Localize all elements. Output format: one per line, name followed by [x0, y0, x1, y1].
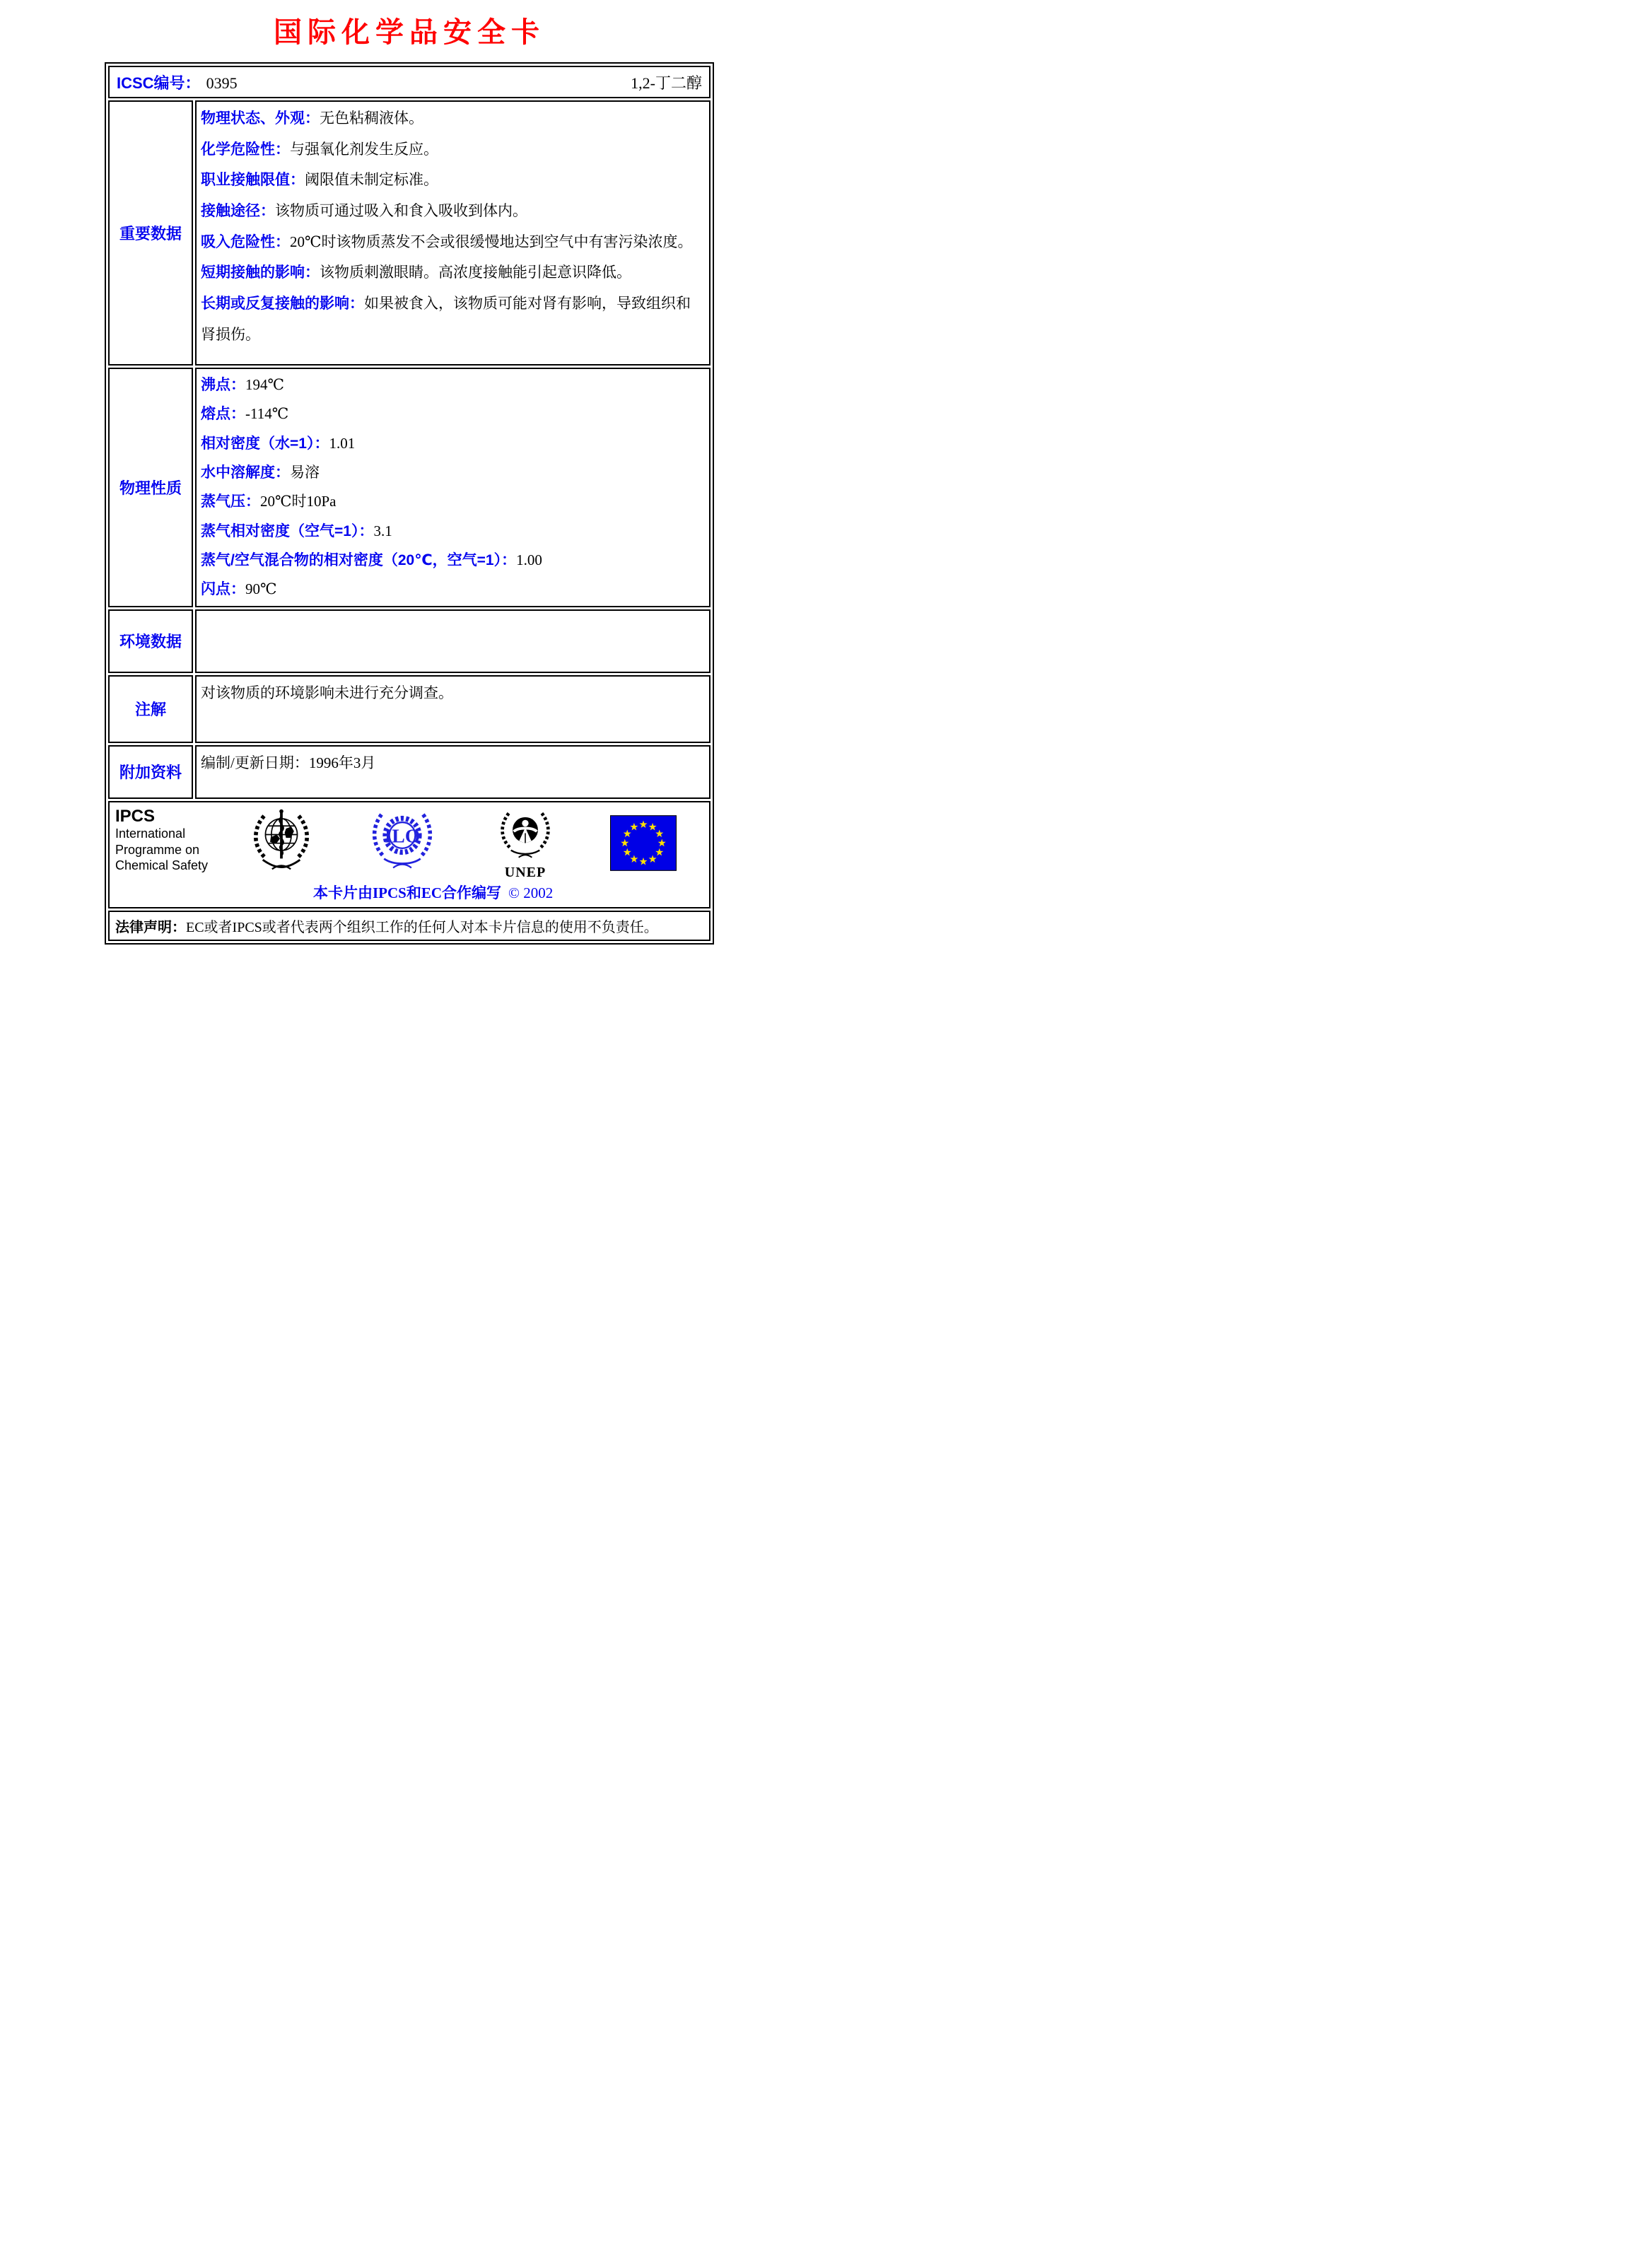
section-label-cell: 注解 — [108, 675, 193, 743]
section-label-cell: 物理性质 — [108, 368, 193, 607]
ipcs-text-block — [115, 807, 235, 874]
ipcs-line: International — [115, 826, 186, 841]
section-row-additional-information — [108, 745, 711, 799]
property-value: 20℃时10Pa — [260, 493, 337, 510]
card-table-body — [108, 66, 711, 941]
property-line — [201, 227, 705, 258]
section-row-environmental-data — [108, 609, 711, 673]
property-line — [201, 458, 705, 487]
property-label: 职业接触限值： — [201, 172, 305, 189]
legal-cell — [108, 911, 711, 941]
section-label-cell: 附加资料 — [108, 745, 193, 799]
property-value: 阈限值未制定标准。 — [305, 171, 438, 189]
property-value: 194℃ — [245, 376, 284, 393]
property-value: 该物质刺激眼睛。高浓度接触能引起意识降低。 — [320, 264, 631, 281]
section-row-physical-properties — [108, 368, 711, 607]
property-value: -114℃ — [245, 405, 289, 423]
section-content-cell — [195, 675, 711, 743]
ilo-monogram: ILO — [384, 824, 421, 847]
property-value: 与强氧化剂发生反应。 — [290, 140, 438, 158]
property-line — [201, 575, 705, 604]
credit-copyright: © 2002 — [508, 884, 554, 901]
document-page — [0, 0, 822, 1134]
property-line — [201, 546, 705, 575]
unep-logo — [493, 807, 558, 879]
credit-prefix: 本卡片由 — [313, 884, 373, 901]
property-line — [201, 399, 705, 428]
property-label: 短期接触的影响： — [201, 264, 320, 281]
icsc-number-label: ICSC编号： — [117, 74, 201, 92]
logos-cell — [108, 801, 711, 908]
chemical-name: 1,2-丁二醇 — [631, 74, 702, 92]
legal-text: EC或者IPCS或者代表两个组织工作的任何人对本卡片信息的使用不负责任。 — [186, 919, 658, 935]
property-label: 沸点： — [201, 377, 245, 393]
property-line — [201, 517, 705, 546]
property-label: 吸入危险性： — [201, 233, 290, 250]
property-value: 1996年3月 — [308, 754, 376, 771]
icsc-number-value: 0395 — [206, 74, 238, 92]
section-row-important-data — [108, 100, 711, 366]
section-content-cell — [195, 609, 711, 673]
credit-org-ec: EC — [421, 884, 443, 901]
property-line — [201, 103, 705, 134]
icsc-number-group — [117, 71, 238, 93]
property-label: 水中溶解度： — [201, 464, 290, 481]
property-label: 蒸气相对密度（空气=1）： — [201, 522, 374, 539]
property-label: 长期或反复接触的影响： — [201, 296, 364, 312]
credit-mid: 和 — [406, 884, 421, 901]
credit-suffix: 合作编写 — [442, 884, 502, 901]
ilo-logo — [370, 807, 435, 872]
section-content-cell — [195, 100, 711, 366]
property-value: 易溶 — [290, 463, 320, 481]
footer-logos-row — [108, 801, 711, 908]
property-value: 1.00 — [516, 551, 542, 568]
icsc-table — [105, 62, 714, 945]
property-value: 3.1 — [373, 522, 392, 539]
property-label: 接触途径： — [201, 203, 275, 220]
property-label: 闪点： — [201, 581, 245, 598]
property-line — [201, 134, 705, 165]
property-label: 编制/更新日期： — [201, 754, 309, 771]
section-content-cell — [195, 745, 711, 799]
property-line — [201, 288, 705, 350]
property-label: 蒸气压： — [201, 493, 260, 510]
property-line — [201, 678, 705, 709]
property-value: 如果被食入，该物质可能对肾有影响，导致组织和肾损伤。 — [201, 295, 691, 343]
property-value: 该物质可通过吸入和食入吸收到体内。 — [275, 202, 527, 220]
property-value: 对该物质的环境影响未进行充分调查。 — [201, 684, 453, 701]
property-line — [201, 257, 705, 288]
ipcs-line: Programme on — [115, 842, 200, 857]
legal-row — [108, 911, 711, 941]
property-line — [201, 429, 705, 458]
property-label: 物理状态、外观： — [201, 110, 320, 127]
credit-org-ipcs: IPCS — [373, 884, 407, 901]
safety-card — [105, 14, 714, 945]
property-label: 化学危险性： — [201, 141, 290, 158]
property-label: 熔点： — [201, 406, 245, 423]
property-line — [201, 196, 705, 227]
who-logo — [248, 807, 315, 873]
logo-strip — [115, 807, 703, 879]
ipcs-line: Chemical Safety — [115, 858, 209, 873]
unep-emblem — [498, 807, 553, 862]
property-value: 无色粘稠液体。 — [320, 110, 423, 127]
section-content-cell — [195, 368, 711, 607]
legal-label: 法律声明： — [115, 919, 186, 935]
property-line — [201, 165, 705, 196]
section-label-cell: 环境数据 — [108, 609, 193, 673]
property-value: 90℃ — [245, 580, 277, 598]
unep-wordmark: UNEP — [504, 864, 546, 880]
section-row-notes — [108, 675, 711, 743]
property-line — [201, 487, 705, 516]
property-value: 1.01 — [329, 434, 356, 452]
eu-flag — [610, 815, 677, 875]
header-row — [108, 66, 711, 98]
property-value: 20℃时该物质蒸发不会或很缓慢地达到空气中有害污染浓度。 — [290, 233, 693, 250]
section-label-cell: 重要数据 — [108, 100, 193, 366]
page-title: 国际化学品安全卡 — [274, 16, 545, 48]
property-line — [201, 370, 705, 399]
ipcs-acronym: IPCS — [115, 806, 156, 826]
property-label: 蒸气/空气混合物的相对密度（20℃，空气=1）： — [201, 551, 517, 568]
property-label: 相对密度（水=1）： — [201, 435, 329, 452]
property-line — [201, 748, 705, 779]
header-cell — [108, 66, 711, 98]
credit-line — [313, 882, 703, 903]
